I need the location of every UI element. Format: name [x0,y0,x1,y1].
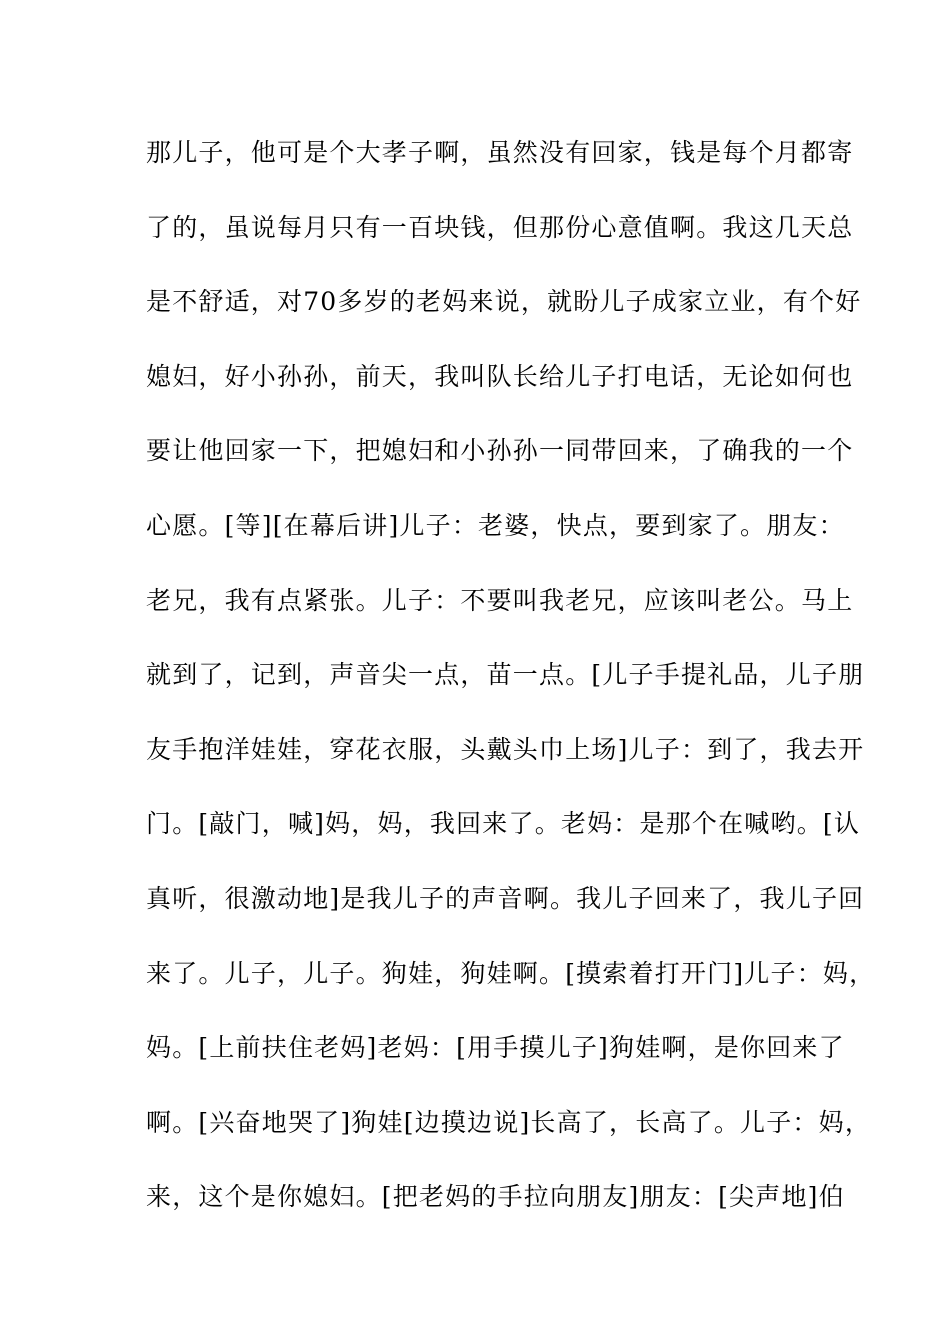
text-line: 是不舒适，对70多岁的老妈来说，就盼儿子成家立业，有个好 [146,287,862,317]
text-line: 来，这个是你媳妇。[把老妈的手拉向朋友]朋友：[尖声地]伯 [146,1182,845,1212]
text-line: 媳妇，好小孙孙，前天，我叫队长给儿子打电话，无论如何也 [146,361,854,391]
text-line: 了的，虽说每月只有一百块钱，但那份心意值啊。我这几天总 [146,212,854,242]
text-line: 要让他回家一下，把媳妇和小孙孙一同带回来，了确我的一个 [146,436,854,466]
text-line: 老兄，我有点紧张。儿子：不要叫我老兄，应该叫老公。马上 [146,585,854,615]
text-line: 门。[敲门，喊]妈，妈，我回来了。老妈：是那个在喊哟。[认 [146,809,861,839]
text-line: 啊。[兴奋地哭了]狗娃[边摸边说]长高了，长高了。儿子：妈， [146,1107,872,1137]
text-line: 那儿子，他可是个大孝子啊，虽然没有回家，钱是每个月都寄 [146,138,854,167]
text-line: 真听，很激动地]是我儿子的声音啊。我儿子回来了，我儿子回 [146,883,865,913]
text-line: 心愿。[等][在幕后讲]儿子：老婆，快点，要到家了。朋友： [146,510,845,540]
text-line: 友手抱洋娃娃，穿花衣服，头戴头巾上场]儿子：到了，我去开 [146,734,865,764]
text-line: 就到了，记到，声音尖一点，苗一点。[儿子手提礼品，儿子朋 [146,660,865,690]
text-line: 妈。[上前扶住老妈]老妈：[用手摸儿子]狗娃啊，是你回来了 [146,1033,845,1063]
text-line: 来了。儿子，儿子。狗娃，狗娃啊。[摸索着打开门]儿子：妈， [146,958,876,988]
body-text [146,128,876,1247]
